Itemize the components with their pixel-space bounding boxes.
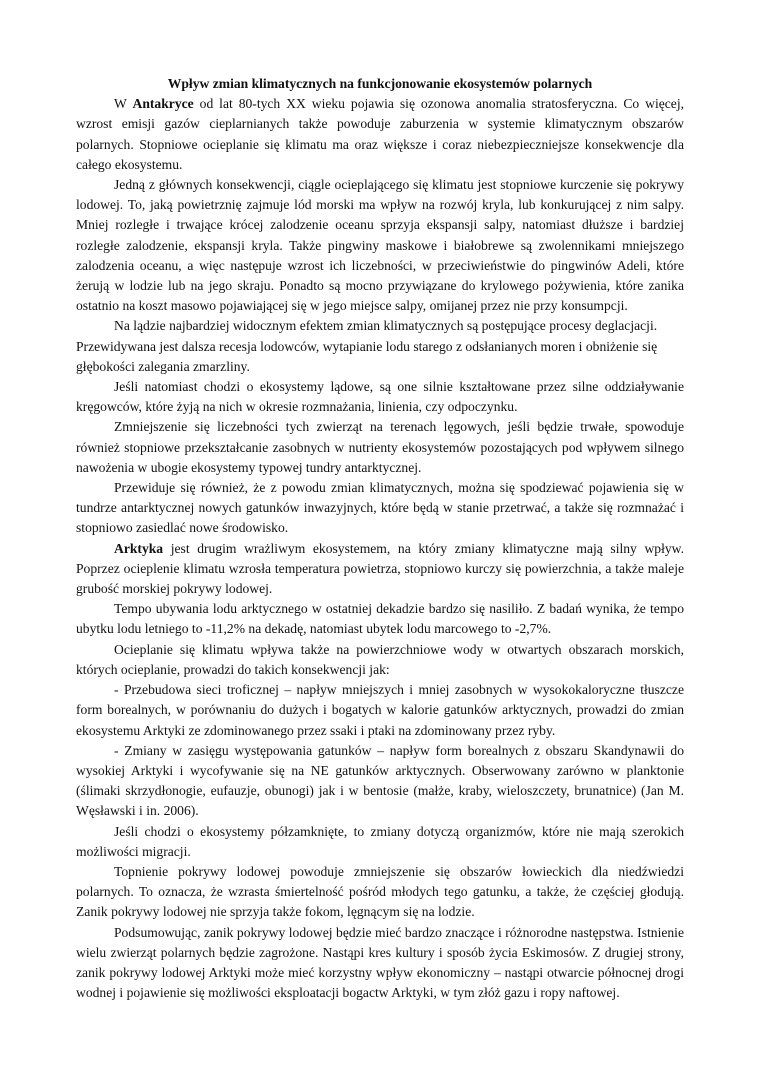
paragraph-deglaciation: Na lądzie najbardziej widocznym efektem zmian klimatycznych są postępujące procesy deglacjacji. Przewidywana jest dalsza recesja lodowców, wytapianie lodu starego z odsłanianych moren i obniżenie się głębokości zalegania zmarzliny. xyxy=(76,318,658,374)
document-title: Wpływ zmian klimatycznych na funkcjonowanie ekosystemów polarnych xyxy=(167,76,593,91)
paragraph-antarctica-intro-text: od lat 80-tych XX wieku pojawia się ozonowa anomalia stratosferyczna. Co więcej, wzrost emisji gazów cieplarnianych także powoduje zaburzenia w systemie klimatycznym obszarów polarnych. Stopniowe ocieplanie się klimatu ma oraz większe i coraz niebezpieczniejsze konsekwencje dla całego ekosystemu. xyxy=(76,96,684,172)
paragraph-arctic-intro-text: jest drugim wrażliwym ekosystemem, na który zmiany klimatyczne mają silny wpływ. Poprzez ocieplenie klimatu wzrosła temperatura powietrza, stopniowo kurczy się powierzchnia, a także maleje grubość morskiej pokrywy lodowej. xyxy=(76,540,684,597)
paragraph-antarctica-intro xyxy=(76,94,684,175)
paragraph-summary: Podsumowując, zanik pokrywy lodowej będzie mieć bardzo znaczące i różnorodne następstwa. Istnienie wielu zwierząt polarnych będzie zagrożone. Nastąpi kres kultury i sposób życia Eskimosów. Z drugiej strony, zanik pokrywy lodowej Arktyki może mieć korzystny wpływ ekonomiczny – nastąpi otwarcie północnej drogi wodnej i pojawienie się możliwości eksploatacji bogactw Arktyki, w tym złóż gazu i ropy naftowej. xyxy=(76,924,684,1001)
term-antarctica: Antakryce xyxy=(132,96,194,112)
paragraph-invasive-species: Przewiduje się również, że z powodu zmian klimatycznych, można się spodziewać pojawienia się w tundrze antarktycznej nowych gatunków inwazyjnych, które będą w stanie przetrwać, a także się rozmnażać i stopniowo zasiedlać nowe środowisko. xyxy=(76,480,684,536)
list-item-species-range: - Zmiany w zasięgu występowania gatunków – napływ form borealnych z obszaru Skandynawii do wysokiej Arktyki i wycofywanie się na NE gatunków arktycznych. Obserwowany zarówno w planktonie (ślimaki skrzydłonogie, eufauzje, obunogi) jak i w bentosie (małże, kraby, wieloszczety, brunatnice) (Jan M. Węsławski i in. 2006). xyxy=(76,742,684,819)
paragraph-ice-cover: Jedną z głównych konsekwencji, ciągle ocieplającego się klimatu jest stopniowe kurczenie się pokrywy lodowej. To, jaką powietrznię zajmuje lód morski ma wpływ na rozwój kryla, lub konkurującej z nim salpy. Mniej rozległe i trwające krócej zalodzenie oceanu sprzyja ekspansji salpy, natomiast dłuższe i bardziej rozległe zalodzenie, ekspansji kryla. Także pingwiny maskowe i białobrewe są zwolennikami mniejszego zalodzenia oceanu, a więc następuje wzrost ich liczebności, w przeciwieństwie do pingwinów Adeli, które żerują w lodzie lub na jego skraju. Ponadto są mocno przywiązane do krylowego pożywienia, które zanika ostatnio na koszt masowo pojawiającej się w jego miejsce salpy, omijanej przez nie przy konsumpcji. xyxy=(76,177,684,314)
paragraph-polar-bears: Topnienie pokrywy lodowej powoduje zmniejszenie się obszarów łowieckich dla niedźwiedzi polarnych. To oznacza, że wzrasta śmiertelność pośród młodych tego gatunku, a także, że częściej głodują. Zanik pokrywy lodowej nie sprzyja także fokom, lęgnącym się na lodzie. xyxy=(76,863,684,920)
paragraph-ice-loss-rate: Tempo ubywania lodu arktycznego w ostatniej dekadzie bardzo się nasiliło. Z badań wynika, że tempo ubytku lodu letniego to -11,2% na dekadę, natomiast ubytek lodu marcowego to -2,7%. xyxy=(76,601,684,637)
paragraph-semi-closed-ecosystems: Jeśli chodzi o ekosystemy półzamknięte, to zmiany dotyczą organizmów, które nie mają szerokich możliwości migracji. xyxy=(76,823,684,859)
paragraph-arctic-intro xyxy=(76,539,684,600)
paragraph-land-ecosystems: Jeśli natomiast chodzi o ekosystemy lądowe, są one silnie kształtowane przez silne oddziaływanie kręgowców, które żyją na nich w okresie rozmnażania, linienia, czy odpoczynku. xyxy=(76,379,684,415)
list-item-trophic-network: - Przebudowa sieci troficznej – napływ mniejszych i mniej zasobnych w wysokokaloryczne tłuszcze form borealnych, w porównaniu do dużych i bogatych w kalorie gatunków arktycznych, prowadzi do zmian ekosystemu Arktyki ze zdominowanego przez ssaki i ptaki na zdominowany przez ryby. xyxy=(76,682,684,738)
paragraph-vertebrate-decline: Zmniejszenie się liczebności tych zwierząt na terenach lęgowych, jeśli będzie trwałe, spowoduje również stopniowe przekształcanie zasobnych w nutrienty ekosystemów pozostających pod wpływem silnego nawożenia w ubogie ekosystemy typowej tundry antarktycznej. xyxy=(76,419,684,475)
paragraph-antarctica-intro-lead: W xyxy=(114,96,133,112)
paragraph-surface-waters: Ocieplanie się klimatu wpływa także na powierzchniowe wody w otwartych obszarach morskich, których ocieplanie, prowadzi do takich konsekwencji jak: xyxy=(76,641,684,677)
term-arctic: Arktyka xyxy=(114,540,164,556)
